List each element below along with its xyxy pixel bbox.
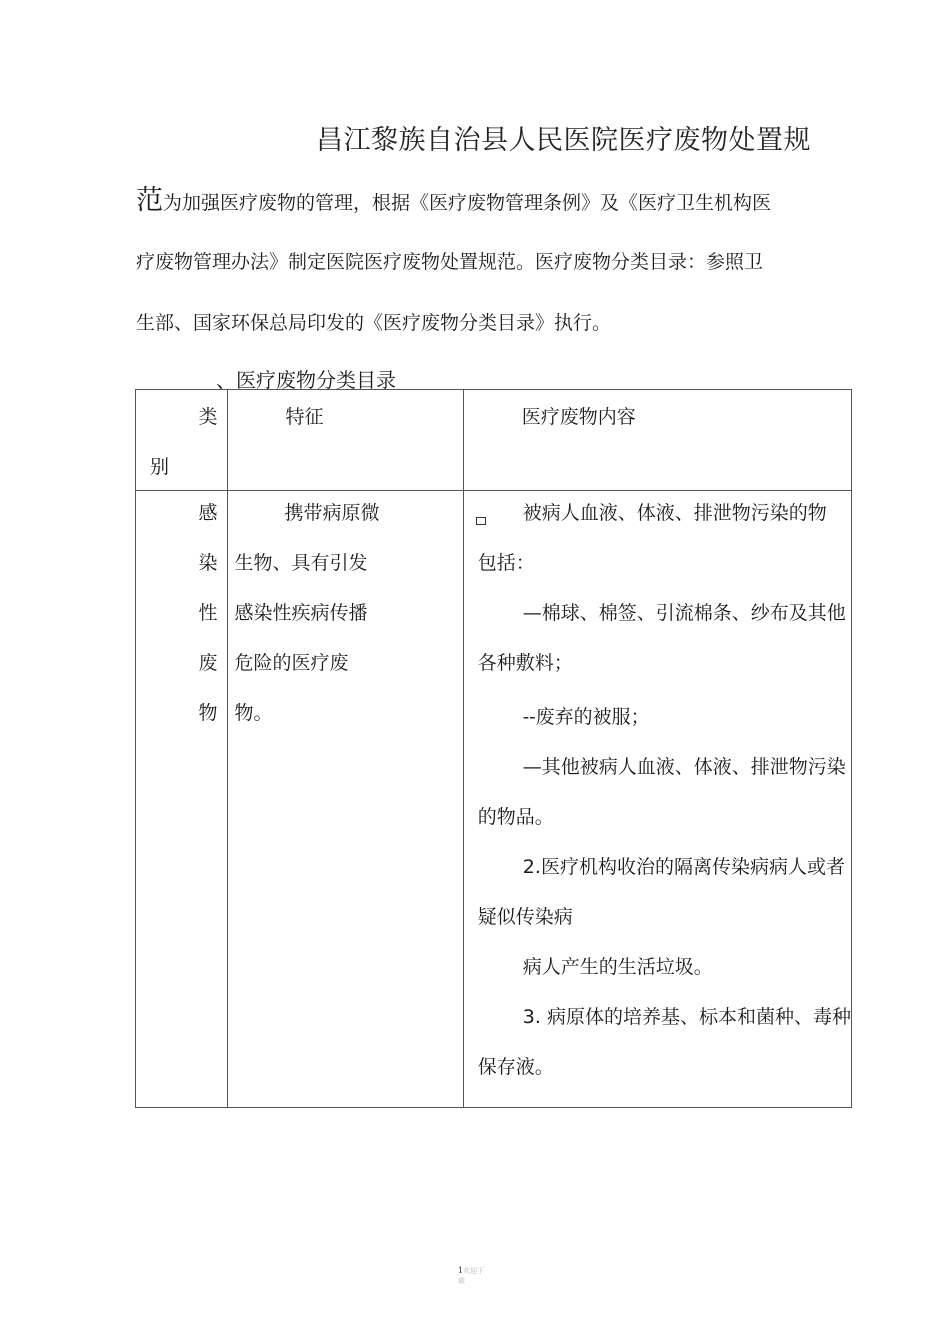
content-line: 被病人血液、体液、排泄物污染的物 [522,502,827,524]
category-char: 性 [198,602,218,624]
intro-line-2: 疗废物管理办法》制定医院医疗废物处置规范。医疗废物分类目录：参照卫 [136,251,764,273]
table-row [136,491,852,1108]
category-char: 感 [198,502,218,524]
content-line: 的物品。 [477,806,554,828]
intro-text-1: 为加强医疗废物的管理，根据《医疗废物管理条例》及《医疗卫生机构医 [163,192,772,214]
content-line [478,853,851,903]
content-line: 病人产生的生活垃圾。 [522,956,713,978]
missing-glyph-box-icon [476,517,486,525]
feature-line: 危险的医疗废 [234,652,349,674]
document-title: 昌江黎族自治县人民医院医疗废物处置规 [316,125,811,156]
header-category-char-2: 别 [150,456,170,478]
content-line: 包括： [477,552,535,574]
content-line: —其他被病人血液、体液、排泄物污染 [522,756,846,778]
list-text: 医疗机构收治的隔离传染病病人或者 [540,856,845,878]
header-category-cell [136,390,228,491]
list-number: 3. [522,1006,541,1028]
page-footer [458,1266,484,1286]
content-line: —棉球、棉签、引流棉条、纱布及其他 [522,602,846,624]
header-category-char-1: 类 [198,406,218,428]
header-content-cell: 医疗废物内容 [463,390,851,491]
footer-faint-text: 欢迎下 [463,1267,485,1275]
feature-line: 携带病原微 [284,502,380,524]
feature-line: 生物、具有引发 [234,552,368,574]
feature-cell [227,491,463,1108]
category-char: 染 [198,552,218,574]
section-heading: 、医疗废物分类目录 [216,368,396,392]
intro-line-1 [136,180,856,241]
category-char: 废 [198,652,218,674]
waste-category-table [135,389,852,1108]
category-cell [136,491,228,1108]
footer-faint-text: 载 [458,1277,465,1285]
content-line: 保存液。 [477,1056,554,1078]
list-number: 2. [522,856,541,878]
content-line: 各种敷料； [477,652,573,674]
content-cell [463,491,851,1108]
category-char: 物 [198,702,218,724]
feature-line: 物。 [234,702,273,724]
content-line: --废弃的被服； [522,706,650,728]
content-line: 疑似传染病 [477,906,573,928]
table-header-row [136,390,852,491]
intro-line-3: 生部、国家环保总局印发的《医疗废物分类目录》执行。 [136,312,612,334]
content-line [478,1003,851,1053]
list-text: 病原体的培养基、标本和菌种、毒种 [546,1006,851,1028]
intro-paragraph [136,180,856,363]
page-number: 1 [458,1266,464,1275]
header-feature-cell: 特征 [227,390,463,491]
feature-line: 感染性疾病传播 [234,602,368,624]
intro-lead-char: 范 [136,185,163,216]
